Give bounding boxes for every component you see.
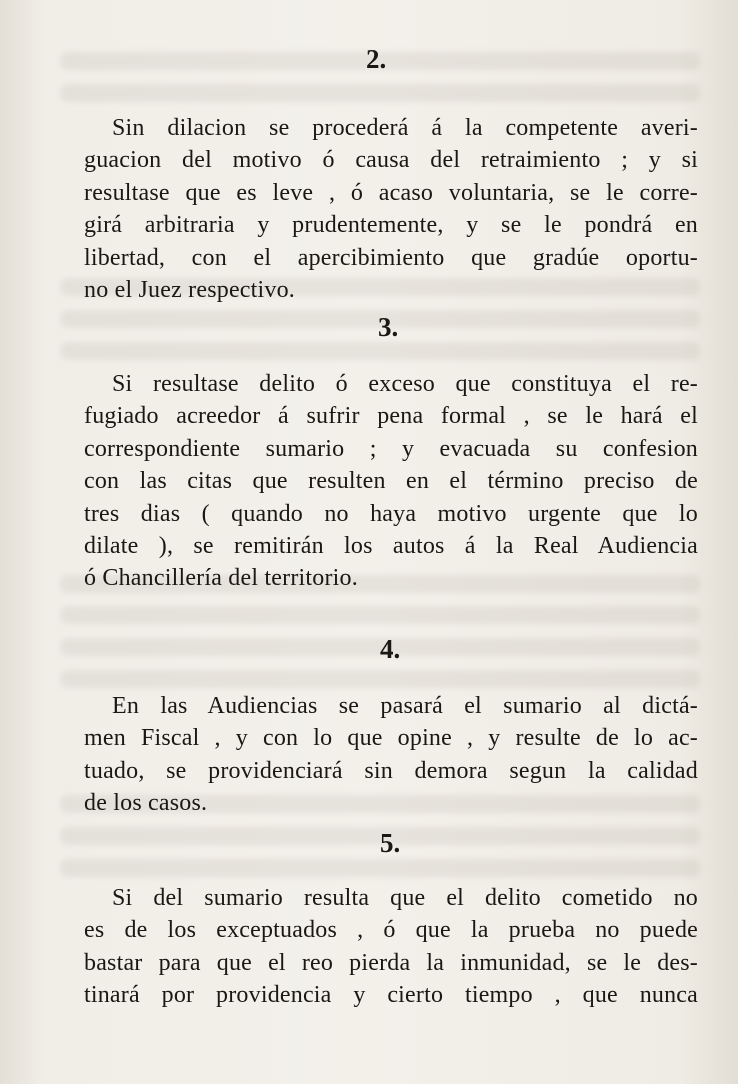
text-line: Si del sumario resulta que el delito cometido no xyxy=(112,885,698,911)
paragraph-section-3 xyxy=(84,368,698,595)
text-line: tinará por providencia y cierto tiempo , que nunca xyxy=(84,982,698,1009)
text-line: correspondiente sumario ; y evacuada su confesion xyxy=(84,435,698,462)
paragraph-section-2 xyxy=(84,112,698,306)
text-line: ó Chancillería del territorio. xyxy=(84,565,358,592)
text-line: es de los exceptuados , ó que la prueba no puede xyxy=(84,917,698,944)
text-line: bastar para que el reo pierda la inmunidad, se le des- xyxy=(84,949,698,976)
text-line: de los casos. xyxy=(84,790,208,817)
section-number-3: 3. xyxy=(378,312,399,342)
text-line: men Fiscal , y con lo que opine , y resulte de lo ac- xyxy=(84,725,698,752)
text-line: resultase que es leve , ó acaso voluntaria, se le corre- xyxy=(84,179,698,206)
text-line: libertad, con el apercibimiento que gradúe oportu- xyxy=(84,244,698,271)
text-line: tres dias ( quando no haya motivo urgente que lo xyxy=(84,500,698,527)
text-line: dilate ), se remitirán los autos á la Real Audiencia xyxy=(84,532,698,559)
text-line: con las citas que resulten en el término preciso de xyxy=(84,468,698,495)
paragraph-section-5 xyxy=(84,882,698,1012)
text-line: tuado, se providenciará sin demora segun la calidad xyxy=(84,757,698,784)
text-line: Si resultase delito ó exceso que constituya el re- xyxy=(112,371,698,397)
text-line: no el Juez respectivo. xyxy=(84,276,295,303)
text-line: guacion del motivo ó causa del retraimiento ; y si xyxy=(84,147,698,174)
paragraph-section-4 xyxy=(84,690,698,820)
text-line: En las Audiencias se pasará el sumario al dictá- xyxy=(112,693,698,719)
text-line: girá arbitraria y prudentemente, y se le pondrá en xyxy=(84,212,698,239)
text-line: Sin dilacion se procederá á la competente averi- xyxy=(112,115,698,141)
page-number: 2. xyxy=(366,44,387,74)
section-number-5: 5. xyxy=(380,828,401,858)
section-number-4: 4. xyxy=(380,634,401,664)
text-line: fugiado acreedor á sufrir pena formal , se le hará el xyxy=(84,403,698,430)
